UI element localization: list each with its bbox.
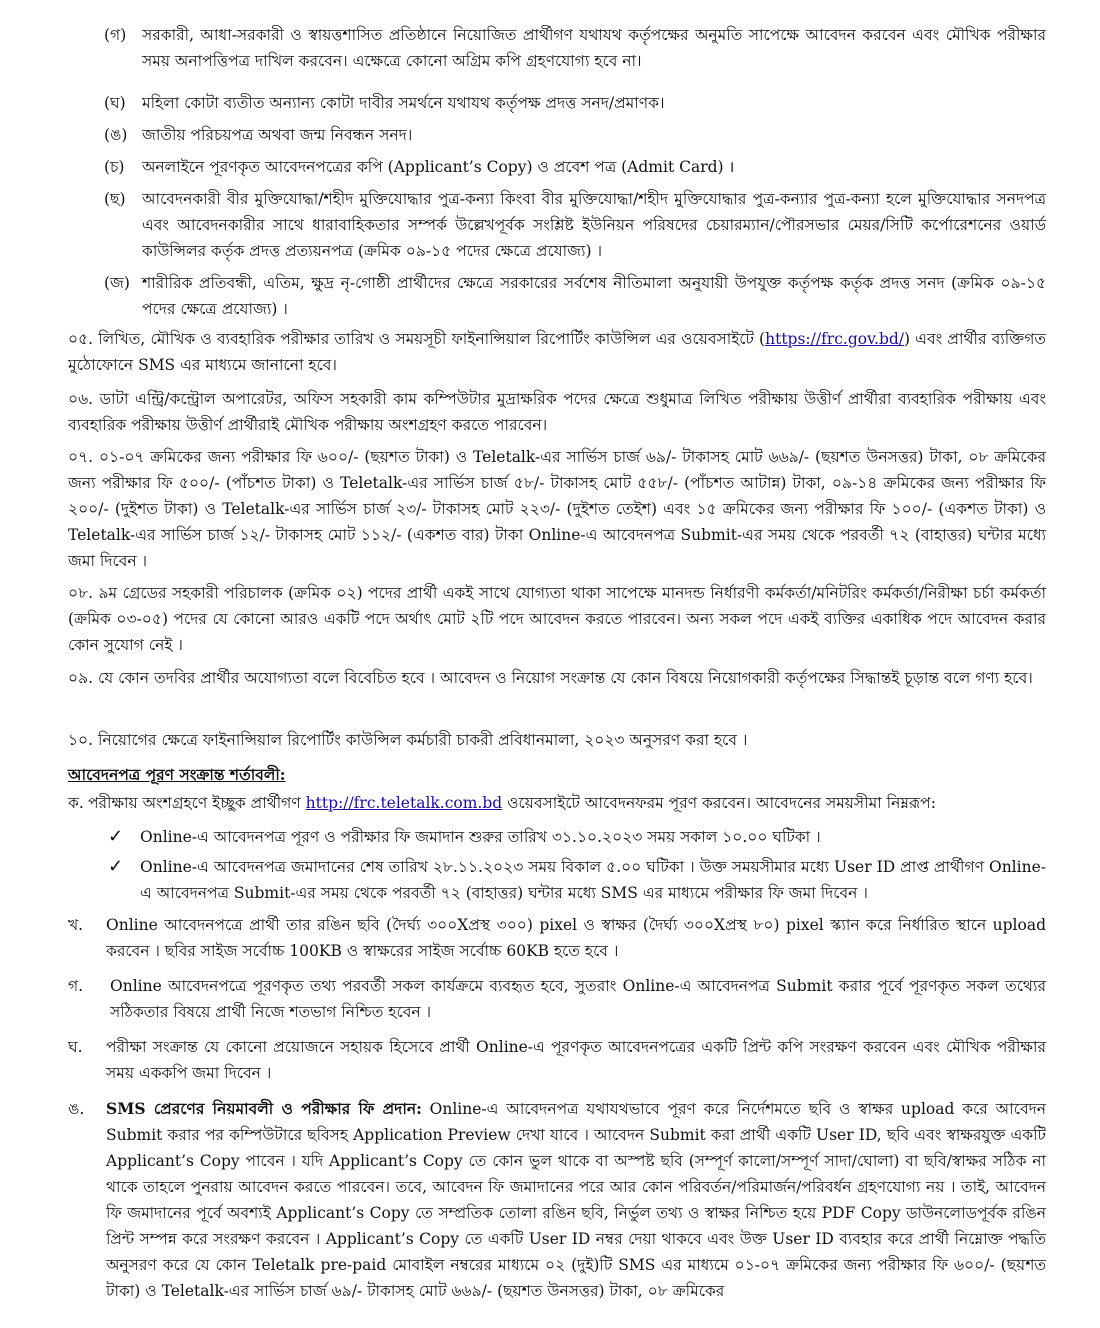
paragraph-10: ১০. নিয়োগের ক্ষেত্রে ফাইনান্সিয়াল রিপোর্টিং কাউন্সিল কর্মচারী চাকরী প্রবিধানমালা, ২০২৩ অনুসরণ করা হবে । [68,731,748,749]
doc-item-chha [104,186,1046,264]
item-text: পরীক্ষা সংক্রান্ত যে কোনো প্রয়োজনে সহায়ক হিসেবে প্রার্থী Online-এ পূরণকৃত আবেদনপত্রের একটি প্রিন্ট কপি সংরক্ষণ করবেন এবং মৌখিক পরীক্ষার সময় এককপি জমা দিবেন । [106,1038,1046,1082]
condition-ka-text-end: ওয়েবসাইটে আবেদনফরম পূরণ করবেন। আবেদনের সময়সীমা নিম্নরূপ: [507,794,936,812]
item-marker: গ. [68,977,84,995]
item-marker: (জ) [104,274,130,292]
item-marker: ঘ. [68,1038,83,1056]
item-marker: ঙ. [68,1100,85,1118]
condition-ka [68,790,1046,816]
deadline-end-item [108,854,1046,906]
paragraph-07: ০৭. ০১-০৭ ক্রমিকের জন্য পরীক্ষার ফি ৬০০/- (ছয়শত টাকা) ও Teletalk-এর সার্ভিস চার্জ ৬৯/- টাকাসহ মোট ৬৬৯/- (ছয়শত উনসত্তর) টাকা, ০৮ ক্রমিকের জন্য পরীক্ষার ফি ৫০০/- (পাঁচশত টাকা) ও Teletalk-এর সার্ভিস চার্জ ৫৮/- টাকাসহ মোট ৫৫৮/- (পাঁচশত আটান্ন) টাকা, ০৯-১৪ ক্রমিকের জন্য পরীক্ষার ফি ২০০/- (দুইশত টাকা) ও Teletalk-এর সার্ভিস চার্জ ২৩/- টাকাসহ মোট ২২৩/- (দুইশত তেইশ) এবং ১৫ ক্রমিকের জন্য পরীক্ষার ফি ১০০/- (একশত টাকা) ও Teletalk-এর সার্ভিস চার্জ ১২/- টাকাসহ মোট ১১২/- (একশত বার) টাকা Online-এ আবেদনপত্র Submit-এর সময় থেকে পরবর্তী ৭২ (বাহাত্তর) ঘন্টার মধ্যে জমা দিবেন । [68,448,1046,570]
item-text: মহিলা কোটা ব্যতীত অন্যান্য কোটা দাবীর সমর্থনে যথাযথ কর্তৃপক্ষ প্রদত্ত সনদ/প্রমাণক। [142,94,665,112]
condition-kha [68,912,1046,964]
doc-item-ga [104,22,1046,74]
item-marker: (ঘ) [104,94,126,112]
item-marker: (চ) [104,158,125,176]
doc-item-gha [104,90,1046,116]
item-text: Online আবেদনপত্রে প্রার্থী তার রঙিন ছবি (দৈর্ঘ্য ৩০০Xপ্রস্থ ৩০০) pixel ও স্বাক্ষর (দৈর্ঘ্য ৩০০Xপ্রস্থ ৮০) pixel স্ক্যান করে নির্ধারিত স্থানে upload করবেন । ছবির সাইজ সর্বোচ্চ 100KB ও স্বাক্ষরের সাইজ সর্বোচ্চ 60KB হতে হবে । [106,916,1046,960]
check-icon: ✓ [108,856,124,877]
item-marker: (ঙ) [104,126,128,144]
paragraph-05-text-end: ) এবং প্রার্থীর ব্যক্তিগত মুঠোফোনে SMS এর মাধ্যমে জানানো হবে। [68,330,1046,374]
doc-item-cha [104,154,1046,180]
sms-fee-rules-text: Online-এ আবেদনপত্র যথাযথভাবে পূরণ করে নির্দেশমতে ছবি ও স্বাক্ষর upload করে আবেদন Submit করার পর কম্পিউটারে ছবিসহ Application Preview দেখা যাবে । আবেদন Submit করা প্রার্থী একটি User ID, ছবি এবং স্বাক্ষরযুক্ত একটি Applicant’s Copy পাবেন । যদি Applicant’s Copy তে কোন ভুল থাকে বা অস্পষ্ট ছবি (সম্পূর্ণ কালো/সম্পূর্ণ সাদা/ঘোলা) বা ছবি/স্বাক্ষর সঠিক না থাকে তাহলে পুনরায় আবেদন করতে পারবেন। তবে, আবেদন ফি জমাদানের পরে আর কোন পরিবর্তন/পরিমার্জন/পরিবর্ধন গ্রহণযোগ্য নয় । তাই, আবেদন ফি জমাদানের পূর্বে অবশ্যই Applicant’s Copy তে সম্প্রতিক তোলা রঙিন ছবি, নির্ভুল তথ্য ও স্বাক্ষর নিশ্চিত হয়ে PDF Copy ডাউনলোডপূর্বক রঙিন প্রিন্ট সম্পন্ন করে সংরক্ষণ করবেন । Applicant’s Copy তে একটি User ID নম্বর দেয়া থাকবে এবং উক্ত User ID ব্যবহার করে প্রার্থী নিম্নোক্ত পদ্ধতি অনুসরণ করে যে কোন Teletalk pre-paid মোবাইল নম্বরের মাধ্যমে ০২ (দুই)টি SMS এর মাধ্যমে ০১-০৭ ক্রমিকের জন্য পরীক্ষার ফি ৬০০/- (ছয়শত টাকা) ও Teletalk-এর সার্ভিস চার্জ ৬৯/- টাকাসহ মোট ৬৬৯/- (ছয়শত উনসত্তর) টাকা, ০৮ ক্রমিকের [106,1100,1046,1300]
sms-fee-rules-title: SMS প্রেরণের নিয়মাবলী ও পরীক্ষার ফি প্রদান: [106,1099,422,1118]
item-text: শারীরিক প্রতিবন্ধী, এতিম, ক্ষুদ্র নৃ-গোষ্ঠী প্রার্থীদের ক্ষেত্রে সরকারের সর্বশেষ নীতিমালা অনুযায়ী উপযুক্ত কর্তৃপক্ষ কর্তৃক প্রদত্ত সনদ (ক্রমিক ০৯-১৫ পদের ক্ষেত্রে প্রযোজ্য) । [142,274,1046,318]
item-text [106,1096,1046,1304]
item-text: সরকারী, আধা-সরকারী ও স্বায়ত্তশাসিত প্রতিষ্ঠানে নিয়োজিত প্রার্থীগণ যথাযথ কর্তৃপক্ষের অনুমতি সাপেক্ষে আবেদন করবেন এবং মৌখিক পরীক্ষার সময় অনাপত্তিপত্র দাখিল করবেন। এক্ষেত্রে কোনো অগ্রিম কপি গ্রহণযোগ্য হবে না। [142,26,1046,70]
paragraph-08: ০৮. ৯ম গ্রেডের সহকারী পরিচালক (ক্রমিক ০২) পদের প্রার্থী একই সাথে যোগ্যতা থাকা সাপেক্ষে মানদন্ড নির্ধারণী কর্মকর্তা/মনিটরিং কর্মকর্তা/নিরীক্ষা চর্চা কর্মকর্তা (ক্রমিক ০৩-০৫) পদের যে কোনো আরও একটি পদে অর্থাৎ মোট ২টি পদে আবেদন করতে পারবেন। অন্য সকল পদে একই ব্যক্তির একাধিক পদে আবেদন করার কোন সুযোগ নেই । [68,584,1046,654]
item-text: Online আবেদনপত্রে পূরণকৃত তথ্য পরবর্তী সকল কার্যক্রমে ব্যবহৃত হবে, সুতরাং Online-এ আবেদনপত্র Submit করার পূর্বে পূরণকৃত সকল তথ্যের সঠিকতার বিষয়ে প্রার্থী নিজে শতভাগ নিশ্চিত হবেন । [110,977,1046,1021]
item-marker: খ. [68,916,84,934]
condition-ka-text-start: পরীক্ষায় অংশগ্রহণে ইচ্ছুক প্রার্থীগণ [88,794,301,812]
condition-ga [68,973,1046,1025]
check-icon: ✓ [108,826,124,847]
doc-item-ja [104,270,1046,322]
frc-website-link[interactable]: https://frc.gov.bd/ [765,330,905,348]
item-marker: (ছ) [104,190,126,208]
deadline-start-item [108,824,1046,850]
doc-item-umo [104,122,1046,148]
item-text: Online-এ আবেদনপত্র জমাদানের শেষ তারিখ ২৮.১১.২০২৩ সময় বিকাল ৫.০০ ঘটিকা । উক্ত সময়সীমার মধ্যে User ID প্রাপ্ত প্রার্থীগণ Online-এ আবেদনপত্র Submit-এর সময় থেকে পরবর্তী ৭২ (বাহাত্তর) ঘন্টার মধ্যে SMS এর মাধ্যমে পরীক্ষার ফি জমা দিবেন । [140,858,1046,902]
section-heading: আবেদনপত্র পূরণ সংক্রান্ত শর্তাবলী: [68,765,286,784]
item-marker: (গ) [104,26,127,44]
paragraph-09: ০৯. যে কোন তদবির প্রার্থীর অযোগ্যতা বলে বিবেচিত হবে । আবেদন ও নিয়োগ সংক্রান্ত যে কোন বিষয়ে নিয়োগকারী কর্তৃপক্ষের সিদ্ধান্তই চূড়ান্ত বলে গণ্য হবে। [68,669,1033,687]
item-text: আবেদনকারী বীর মুক্তিযোদ্ধা/শহীদ মুক্তিযোদ্ধার পুত্র-কন্যা কিংবা বীর মুক্তিযোদ্ধা/শহীদ মুক্তিযোদ্ধার পুত্র-কন্যার পুত্র-কন্যা হলে মুক্তিযোদ্ধার সনদপত্র এবং আবেদনকারীর সাথে ধারাবাহিকতার সম্পর্ক উল্লেখপূর্বক সংশ্লিষ্ট ইউনিয়ন পরিষদের চেয়ারম্যান/পৌরসভার মেয়র/সিটি কর্পোরেশনের ওয়ার্ড কাউন্সিলর কর্তৃক প্রদত্ত প্রত্যয়নপত্র (ক্রমিক ০৯-১৫ পদের ক্ষেত্রে প্রযোজ্য) । [142,190,1046,260]
condition-gha [68,1034,1046,1086]
paragraph-05 [68,326,1046,378]
item-text: Online-এ আবেদনপত্র পূরণ ও পরীক্ষার ফি জমাদান শুরুর তারিখ ৩১.১০.২০২৩ সময় সকাল ১০.০০ ঘটিকা । [140,828,821,846]
item-text: অনলাইনে পূরণকৃত আবেদনপত্রের কপি (Applicant’s Copy) ও প্রবেশ পত্র (Admit Card) । [142,158,735,176]
item-text [88,790,1046,816]
paragraph-05-text-start: ০৫. লিখিত, মৌখিক ও ব্যবহারিক পরীক্ষার তারিখ ও সময়সূচী ফাইনান্সিয়াল রিপোর্টিং কাউন্সিল এর ওয়েবসাইটে ( [68,330,766,348]
teletalk-application-link[interactable]: http://frc.teletalk.com.bd [305,794,503,812]
condition-umo [68,1096,1046,1304]
item-text: জাতীয় পরিচয়পত্র অথবা জন্ম নিবন্ধন সনদ। [142,126,413,144]
item-marker: ক. [68,794,84,812]
paragraph-06: ০৬. ডাটা এন্ট্রি/কন্ট্রোল অপারেটর, অফিস সহকারী কাম কম্পিউটার মুদ্রাক্ষরিক পদের ক্ষেত্রে শুধুমাত্র লিখিত পরীক্ষায় উত্তীর্ণ প্রার্থীরা ব্যবহারিক পরীক্ষায় এবং ব্যবহারিক পরীক্ষায় উত্তীর্ণ প্রার্থীরাই মৌখিক পরীক্ষায় অংশগ্রহণ করতে পারবেন। [68,390,1046,434]
